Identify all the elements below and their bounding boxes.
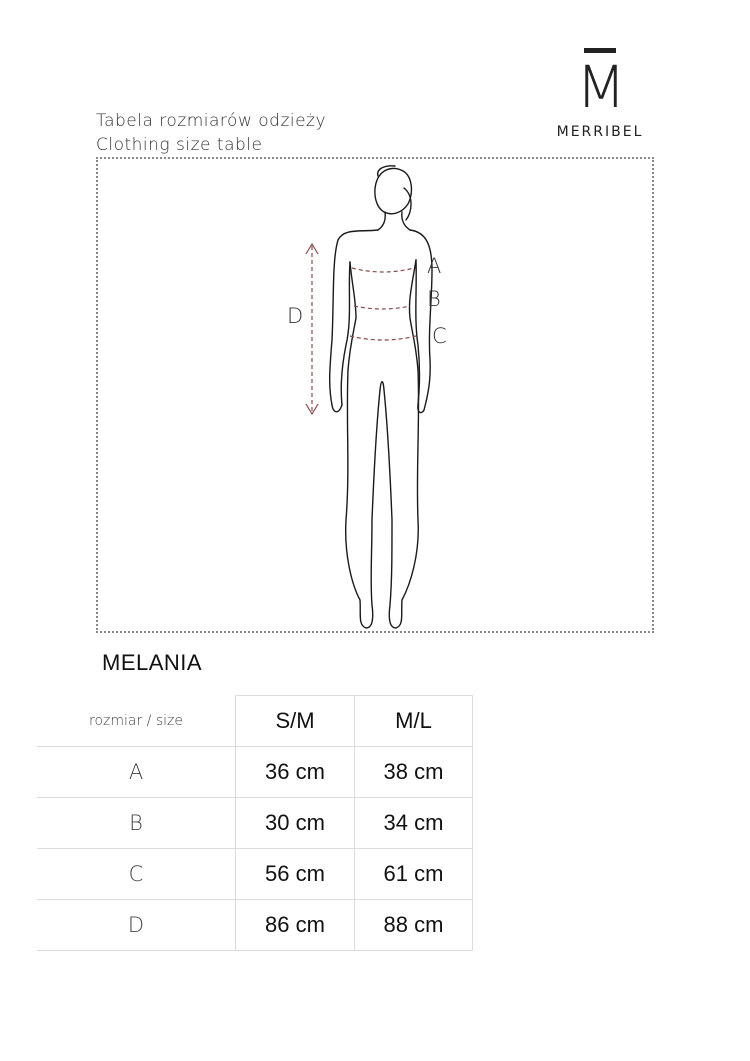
measurement-lines (312, 246, 416, 412)
size-table (37, 695, 473, 951)
title-english: Clothing size table (96, 135, 263, 155)
cell-b-sm: 30 cm (236, 798, 355, 849)
cell-a-sm: 36 cm (236, 747, 355, 798)
header-size-ml: M/L (355, 696, 473, 747)
cell-c-sm: 56 cm (236, 849, 355, 900)
table-row (37, 747, 473, 798)
table-row (37, 849, 473, 900)
cell-d-sm: 86 cm (236, 900, 355, 951)
cell-a-ml: 38 cm (355, 747, 473, 798)
logo-mark: M (575, 53, 625, 121)
label-a: A (427, 254, 442, 278)
row-label-b: B (37, 798, 236, 849)
table-row (37, 900, 473, 951)
label-c: C (432, 324, 447, 348)
product-name: MELANIA (102, 650, 203, 675)
table-header-row (37, 696, 473, 747)
row-label-a: A (37, 747, 236, 798)
cell-c-ml: 61 cm (355, 849, 473, 900)
row-label-d: D (37, 900, 236, 951)
header-size-label: rozmiar / size (89, 712, 183, 729)
cell-d-ml: 88 cm (355, 900, 473, 951)
measure-a-line (352, 268, 414, 272)
table-row (37, 798, 473, 849)
row-label-c: C (37, 849, 236, 900)
header-size-sm: S/M (236, 696, 355, 747)
brand-name: MERRIBEL (556, 124, 644, 140)
label-d: D (287, 304, 304, 328)
cell-b-ml: 34 cm (355, 798, 473, 849)
title-polish: Tabela rozmiarów odzieży (96, 111, 327, 131)
measure-b-line (354, 306, 410, 309)
body-silhouette (330, 166, 432, 628)
label-b: B (427, 287, 441, 311)
measure-c-line (350, 336, 416, 340)
